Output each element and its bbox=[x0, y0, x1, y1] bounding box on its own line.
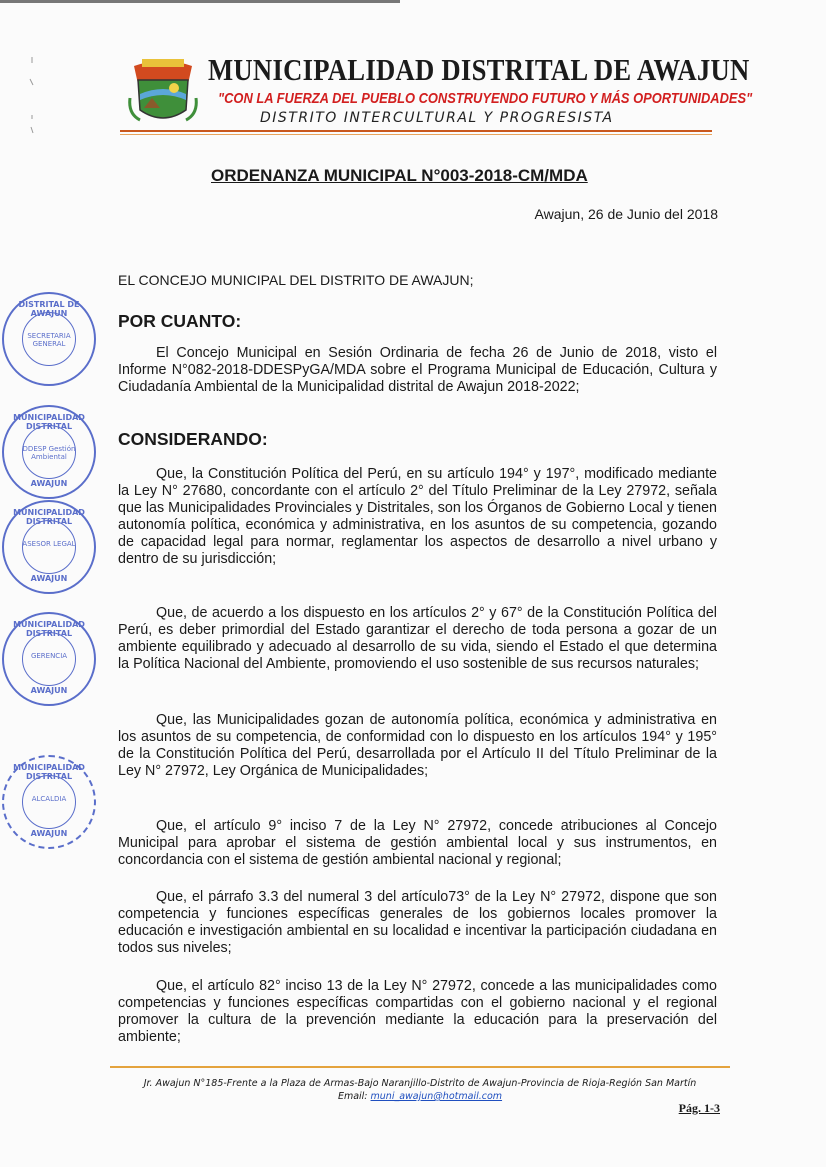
section-considerando: CONSIDERANDO: bbox=[118, 429, 268, 449]
scan-edge bbox=[0, 0, 400, 3]
considerando-paragraph: Que, las Municipalidades gozan de autonomía política, económica y administrativa en los asuntos de su competencia, de conformidad con lo dispuesto en los artículos 194° y 195° de la Constitución Política del Perú, desarrollada por el Artículo II del Título Preliminar de la Ley N° 27972, Ley Orgánica de Municipalidades; bbox=[118, 712, 717, 779]
considerando-paragraph: Que, el artículo 9° inciso 7 de la Ley N° 27972, concede atribuciones al Concejo Municipal para aprobar el sistema de gestión ambiental local y sus instrumentos, en concordancia con el sistema de gestión ambiental nacional y regional; bbox=[118, 818, 717, 868]
email-label: Email: bbox=[337, 1091, 368, 1102]
addressee: EL CONCEJO MUNICIPAL DEL DISTRITO DE AWAJUN; bbox=[118, 272, 474, 288]
footer-rule bbox=[110, 1066, 730, 1068]
district-subtitle: DISTRITO INTERCULTURAL Y PROGRESISTA bbox=[260, 110, 614, 126]
footer bbox=[100, 1077, 740, 1103]
municipality-name: MUNICIPALIDAD DISTRITAL DE AWAJUN bbox=[208, 52, 750, 87]
considerando-paragraph: Que, el artículo 82° inciso 13 de la Ley N° 27972, concede a las municipalidades como competencias y funciones específicas compartidas con el gobierno nacional y el regional promover la cultura de la prevención mediante la educación para la preservación del ambiente; bbox=[118, 978, 717, 1045]
email-link[interactable]: muni_awajun@hotmail.com bbox=[370, 1091, 503, 1102]
considerando-paragraph: Que, de acuerdo a los dispuesto en los artículos 2° y 67° de la Constitución Política del Perú, es deber primordial del Estado garantizar el derecho de toda persona a gozar de un ambiente equilibrado y adecuado al desarrollo de su vida, siendo el Estado el que determina la Política Nacional del Ambiente, promoviendo el uso sostenible de sus recursos naturales; bbox=[118, 605, 717, 672]
slogan: "CON LA FUERZA DEL PUEBLO CONSTRUYENDO FUTURO Y MÁS OPORTUNIDADES" bbox=[218, 90, 753, 107]
page-number: Pág. 1-3 bbox=[678, 1101, 720, 1115]
considerando-paragraph: Que, el párrafo 3.3 del numeral 3 del artículo73° de la Ley N° 27972, dispone que son competencia y funciones específicas generales de los gobiernos locales promover la educación e investigación ambiental en su localidad e incentivar la participación ciudadana en todos sus niveles; bbox=[118, 889, 717, 956]
stamp-gerencia: MUNICIPALIDAD DISTRITAL GERENCIA AWAJUN bbox=[2, 612, 96, 706]
letterhead bbox=[120, 50, 753, 140]
footer-email-line bbox=[100, 1090, 740, 1103]
margin-marks bbox=[26, 55, 38, 135]
municipal-coat-of-arms bbox=[126, 54, 200, 128]
considerando-paragraph: Que, la Constitución Política del Perú, en su artículo 194° y 197°, modificado mediante la Ley N° 27680, concordante con el artículo 2° del Título Preliminar de la Ley 27972, señala que las Municipalidades Provinciales y Distritales, son los Órganos de Gobierno Local y tienen autonomía política, económica y administrativa, en los asuntos de su competencia, gozando de capacidad legal para normar, reglamentar los aspectos de desarrollo a nivel urbano y dentro de su jurisdicción; bbox=[118, 466, 717, 567]
stamp-gestion-ambiental: MUNICIPALIDAD DISTRITAL DDESP Gestión Ambiental AWAJUN bbox=[2, 405, 96, 499]
stamp-asesor-legal: MUNICIPALIDAD DISTRITAL ASESOR LEGAL AWAJUN bbox=[2, 500, 96, 594]
header-rule-thin bbox=[120, 134, 712, 135]
header-rule bbox=[120, 130, 712, 132]
footer-address: Jr. Awajun N°185-Frente a la Plaza de Armas-Bajo Naranjillo-Distrito de Awajun-Provincia de Rioja-Región San Martín bbox=[143, 1078, 697, 1089]
por-cuanto-paragraph: El Concejo Municipal en Sesión Ordinaria de fecha 26 de Junio de 2018, visto el Informe N°082-2018-DDESPyGA/MDA sobre el Programa Municipal de Educación, Cultura y Ciudadanía Ambiental de la Municipalidad distrital de Awajun 2018-2022; bbox=[118, 345, 717, 395]
stamp-alcaldia: MUNICIPALIDAD DISTRITAL ALCALDIA AWAJUN bbox=[2, 755, 96, 849]
document-date: Awajun, 26 de Junio del 2018 bbox=[534, 206, 718, 222]
ordinance-title: ORDENANZA MUNICIPAL N°003-2018-CM/MDA bbox=[211, 166, 588, 185]
section-por-cuanto: POR CUANTO: bbox=[118, 311, 242, 331]
stamp-secretaria: DISTRITAL DE AWAJUN SECRETARIA GENERAL bbox=[2, 292, 96, 386]
